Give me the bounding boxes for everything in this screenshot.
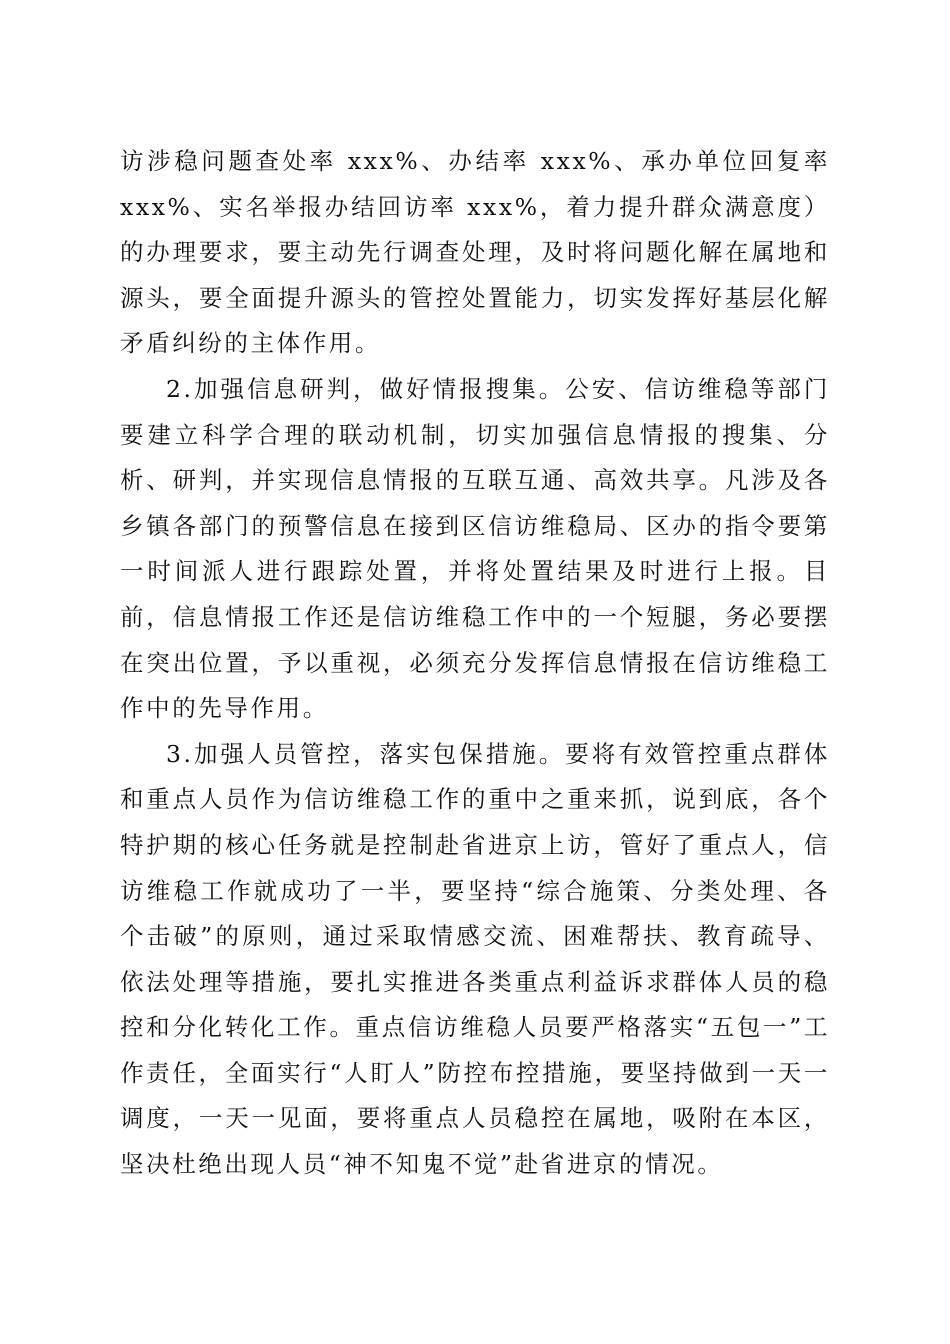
paragraph-item-2: 2.加强信息研判，做好情报搜集。公安、信访维稳等部门要建立科学合理的联动机制，切实加强信息情报的搜集、分析、研判，并实现信息情报的互联互通、高效共享。凡涉及各乡镇各部门的预警信息在接到区信访维稳局、区办的指令要第一时间派人进行跟踪处置，并将处置结果及时进行上报。目前，信息情报工作还是信访维稳工作中的一个短腿，务必要摆在突出位置，予以重视，必须充分发挥信息情报在信访维稳工作中的先导作用。 — [120, 374, 830, 723]
paragraph-item-3: 3.加强人员管控，落实包保措施。要将有效管控重点群体和重点人员作为信访维稳工作的重中之重来抓，说到底，各个特护期的核心任务就是控制赴省进京上访，管好了重点人，信访维稳工作就成功了一半，要坚持“综合施策、分类处理、各个击破”的原则，通过采取情感交流、困难帮扶、教育疏导、依法处理等措施，要扎实推进各类重点利益诉求群体人员的稳控和分化转化工作。重点信访维稳人员要严格落实“五包一”工作责任，全面实行“人盯人”防控布控措施，要坚持做到一天一调度，一天一见面，要将重点人员稳控在属地，吸附在本区，坚决杜绝出现人员“神不知鬼不觉”赴省进京的情况。 — [120, 739, 830, 1179]
document-body — [120, 139, 830, 1188]
paragraph-continuation: 访涉稳问题查处率 xxx%、办结率 xxx%、承办单位回复率 xxx%、实名举报办结回访率 xxx%，着力提升群众满意度）的办理要求，要主动先行调查处理，及时将问题化解在属地和源头，要全面提升源头的管控处置能力，切实发挥好基层化解矛盾纠纷的主体作用。 — [120, 147, 830, 358]
